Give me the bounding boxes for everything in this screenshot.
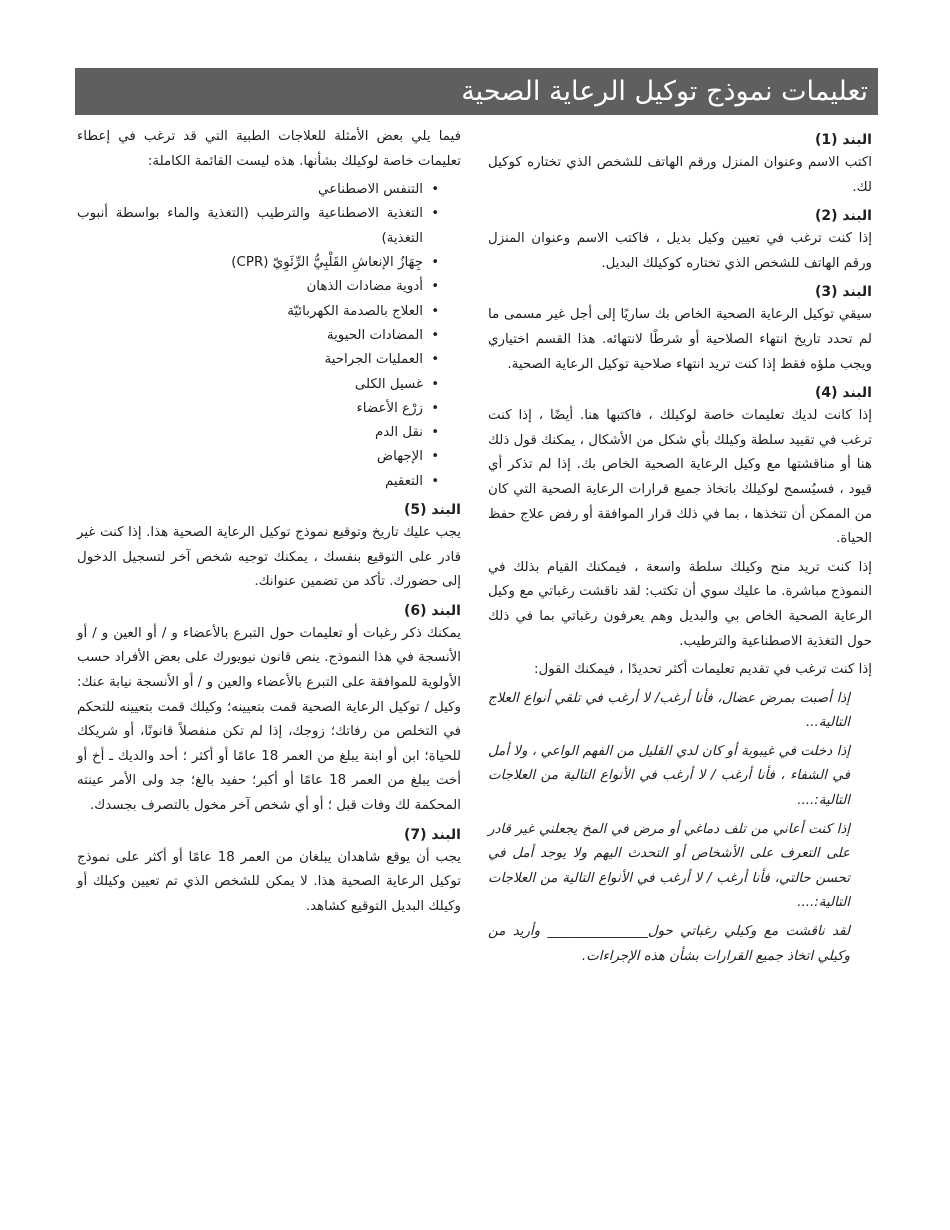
section-5-text: يجب عليك تاريخ وتوقيع نموذج توكيل الرعاية الصحية هذا. إذا كنت غير قادر على التوقيع بنفسك ، يمكنك توجيه شخص آخر لتسجيل الدخول إلى حضورك. تأكد من تضمين عنوانك. [77,525,461,590]
list-item: • التغذية الاصطناعية والترطيب (التغذية والماء بواسطة أنبوب التغذية) [77,202,437,251]
list-item: • العلاج بالصدمة الكهربائيّة [77,300,437,324]
section-4-text-1: إذا كانت لديك تعليمات خاصة لوكيلك ، فاكتبها هنا. أيضًا ، إذا كنت ترغب في تقييد سلطة وكيلك بأي شكل من الأشكال ، يمكنك قول ذلك هنا أو مناقشتها مع وكيل الرعاية الصحية الخاص بك. إذا لم تذكر أي قيود ، فسيُسمح لوكيلك باتخاذ جميع قرارات الرعاية الصحية التي كان من الممكن أن تتخذها ، بما في ذلك قرار الموافقة أو رفض علاج حفظ الحياة. [488,408,872,547]
list-item: • التعقيم [77,470,437,494]
treatments-intro: فيما يلي بعض الأمثلة للعلاجات الطبية التي قد ترغب في إعطاء تعليمات خاصة لوكيلك بشأنها. هذه ليست القائمة الكاملة: [77,129,461,169]
right-column [488,125,872,973]
section-4-text-2: إذا كنت تريد منح وكيلك سلطة واسعة ، فيمكنك القيام بذلك في النموذج مباشرة. ما عليك سوي أن تكتب: لقد ناقشت رغباتي مع وكيل الرعاية الصحية الخاص بي والبديل وهم يعرفون رغباتي بما في ذلك حول التغذية الاصطناعية والترطيب. [488,559,872,649]
list-item: • أدوية مضادات الذهان [77,275,437,299]
left-column [77,125,461,923]
list-item: • المضادات الحيوية [77,324,437,348]
section-3-text: سيقي توكيل الرعاية الصحية الخاص بك ساريًا إلى أجل غير مسمى ما لم تحدد تاريخ انتهاء الصلاحية أو شرطًا لانتهائه. هذا القسم اختياري ويجب ملؤه فقط إذا كنت تريد انتهاء صلاحية توكيل الرعاية الصحية. [488,307,872,372]
section-6-text: يمكنك ذكر رغبات أو تعليمات حول التبرع بالأعضاء و / أو العين و / أو الأنسجة في هذا النموذج. ينص قانون نيويورك على بعض الأفراد حسب الأولوية للموافقة على التبرع بالأعضاء والعين و / أو الأنسجة نيابة عنك: وكيل / توكيل الرعاية الصحية قمت بتعيينه؛ وكيلك قمت بتعيينه للتحكم في التخلص من رفاتك؛ زوجك، إذا لم تكن منفصلاً قانونًا، أو شريكك للحياة؛ ابن أو ابنة يبلغ من العمر 18 عامًا أو أكثر ؛ أحد والديك ـ أخ أو أخت يبلغ من العمر 18 عامًا أو أكبر؛ حفيد بالغ؛ جد ولى الأمر عينته المحكمة لك وفات قبل ؛ أو أي شخص آخر مخول بالتصرف بجسدك. [77,625,461,813]
example-instruction-1: إذا أصبت بمرض عضال، فأنا أرغب/ لا أرغب في تلقي أنواع العلاج التالية... [488,690,850,731]
list-item: • الإجهاض [77,445,437,469]
section-1-text: اكتب الاسم وعنوان المنزل ورقم الهاتف للشخص الذي تختاره كوكيل لك. [488,155,872,195]
section-2-text: إذا كنت ترغب في تعيين وكيل بديل ، فاكتب الاسم وعنوان المنزل ورقم الهاتف للشخص الذي تختاره كوكيلك البديل. [488,231,872,271]
section-3-heading: البند (3) [814,284,872,301]
section-4-text-3: إذا كنت ترغب في تقديم تعليمات أكثر تحديدًا ، فيمكنك القول: [534,662,872,678]
list-item: • جِهَازُ الإنعاشِ القَلْبِيُّ الرِّئَوِيّ (CPR) [77,251,437,275]
section-7-heading: البند (7) [403,826,461,843]
list-item: • زرْع الأعضاء [77,397,437,421]
list-item: • التنفس الاصطناعي [77,178,437,202]
example-instruction-4: لقد ناقشت مع وكيلي رغباتي حول_______________ وأريد من وكيلي اتخاذ جميع القرارات بشأن هذه الإجراءات. [488,924,850,964]
section-4-heading: البند (4) [814,385,872,402]
example-instruction-2: إذا دخلت في غيبوبة أو كان لدي القليل من الفهم الواعي ، ولا أمل في الشفاء ، فأنا أرغب / لا أرغب في الأنواع التالية من العلاجات التالية:.... [488,743,850,809]
section-6-heading: البند (6) [403,602,461,619]
treatments-list [77,178,437,494]
list-item: • العمليات الجراحية [77,348,437,372]
page-title: تعليمات نموذج توكيل الرعاية الصحية [75,68,878,115]
list-item: • نقل الدم [77,421,437,445]
list-item: • غسيل الكلى [77,373,437,397]
section-5-heading: البند (5) [403,502,461,519]
section-1-heading: البند (1) [814,132,872,148]
section-2-heading: البند (2) [814,208,872,225]
section-7-text: يجب أن يوقع شاهدان يبلغان من العمر 18 عامًا أو أكثر على نموذج توكيل الرعاية الصحية هذا. لا يمكن للشخص الذي تم تعيين وكيلك أو وكيلك البديل التوقيع كشاهد. [77,849,461,914]
example-instruction-3: إذا كنت أعاني من تلف دماغي أو مرض في المخ يجعلني غير قادر على التعرف على الأشخاص أو التحدث اليهم ولا يوجد أمل في تحسن حالتي، فأنا أرغب / لا أرغب في الأنواع التالية من العلاجات التالية:.... [488,821,850,911]
